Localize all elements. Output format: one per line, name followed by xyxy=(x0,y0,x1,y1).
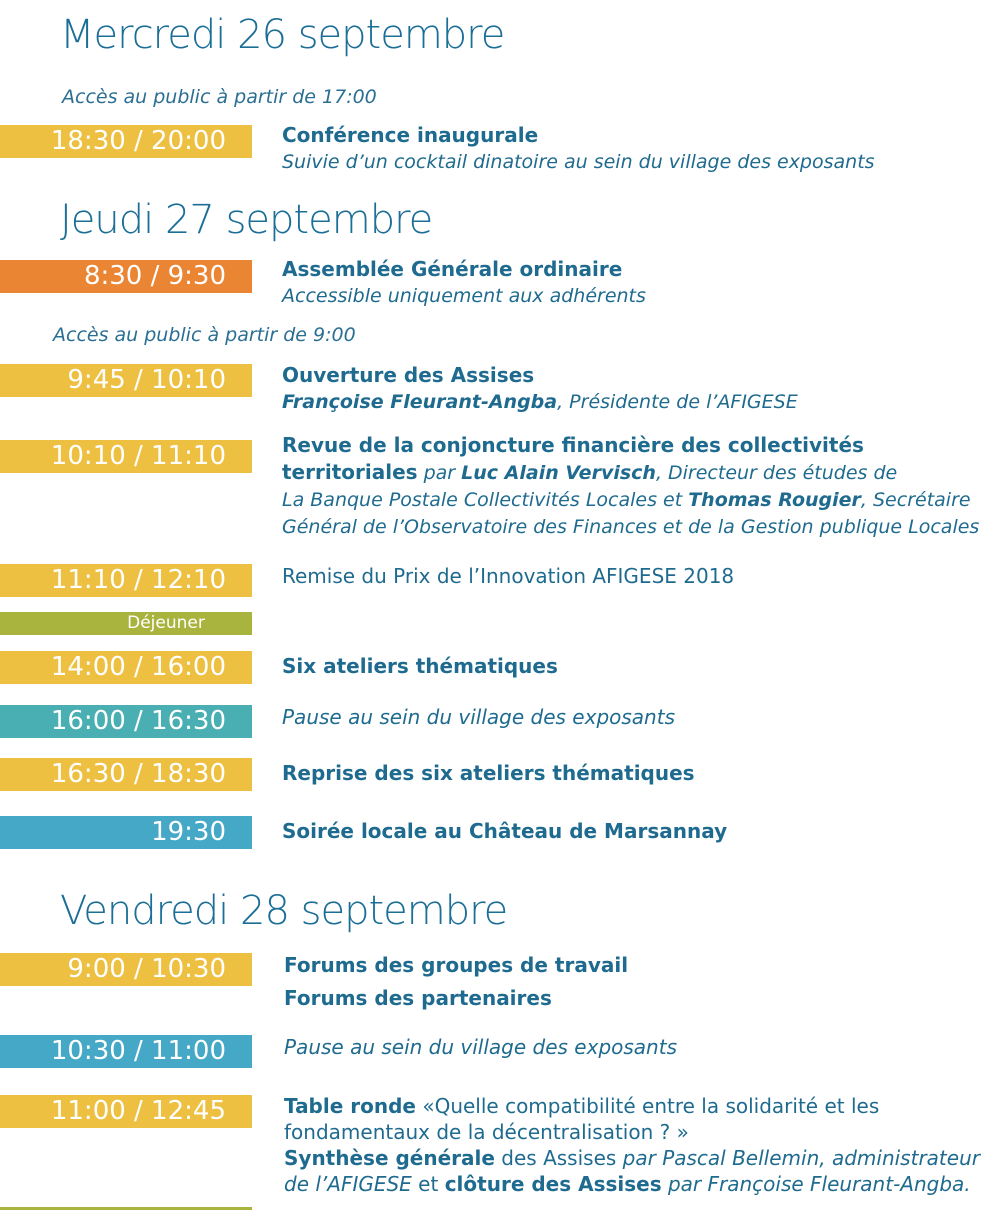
time-slot: 19:30 xyxy=(0,816,252,849)
event-title: Ouverture des Assises xyxy=(282,363,535,387)
event-title: clôture des Assises xyxy=(444,1172,662,1196)
day-heading-thursday: Jeudi 27 septembre xyxy=(60,197,433,243)
event-title: Forums des groupes de travail xyxy=(284,953,629,977)
event-title: Synthèse générale xyxy=(284,1146,495,1170)
event-entry: Revue de la conjoncture financière des collectivités territoriales par Luc Alain Vervisch, Directeur des études de La Banque Postale Collectivités Locales et Thomas Rougier, Secrétaire Général de l’Observatoire des Finances et de la Gestion publique Locales xyxy=(282,433,980,538)
event-subtitle: Accessible uniquement aux adhérents xyxy=(282,285,646,307)
event-entry xyxy=(284,1034,677,1061)
event-entry xyxy=(282,653,558,680)
day-heading-wednesday: Mercredi 26 septembre xyxy=(60,12,505,58)
speaker-role: , Présidente de l’AFIGESE xyxy=(557,391,798,413)
event-title: Reprise des six ateliers thématiques xyxy=(282,761,695,785)
event-entry xyxy=(282,563,734,590)
time-slot: 18:30 / 20:00 xyxy=(0,125,252,158)
event-entry xyxy=(282,818,727,845)
event-title: Table ronde xyxy=(284,1094,416,1118)
event-title: Remise du Prix de l’Innovation AFIGESE 2018 xyxy=(282,564,735,588)
public-access-note: Accès au public à partir de 17:00 xyxy=(62,86,377,108)
event-title: Pause au sein du village des exposants xyxy=(282,705,675,729)
event-entry xyxy=(284,949,628,1015)
lunch-bar: Déjeuner xyxy=(0,612,252,635)
time-slot: 11:00 / 12:45 xyxy=(0,1095,252,1128)
time-slot: 10:10 / 11:10 xyxy=(0,440,252,473)
time-slot: 9:45 / 10:10 xyxy=(0,364,252,397)
public-access-note: Accès au public à partir de 9:00 xyxy=(53,324,356,346)
event-entry xyxy=(282,256,646,310)
event-entry xyxy=(282,760,695,787)
event-title: Conférence inaugurale xyxy=(282,123,539,147)
time-slot: 10:30 / 11:00 xyxy=(0,1035,252,1068)
event-entry xyxy=(282,704,675,731)
event-title: Revue de la conjoncture financière des collectivités xyxy=(282,433,864,457)
event-subtitle: Suivie d’un cocktail dinatoire au sein du village des exposants xyxy=(282,151,875,173)
event-title: Six ateliers thématiques xyxy=(282,654,558,678)
event-title: Assemblée Générale ordinaire xyxy=(282,257,623,281)
time-slot: 14:00 / 16:00 xyxy=(0,651,252,684)
event-entry xyxy=(282,122,875,176)
time-slot: 16:00 / 16:30 xyxy=(0,705,252,738)
speaker-name: Thomas Rougier xyxy=(688,489,861,511)
event-entry: Table ronde «Quelle compatibilité entre la solidarité et les fondamentaux de la décentralisation ? » Synthèse générale des Assises par Pascal Bellemin, administrateur de l’AFIGESE et clôture des Assises par Françoise Fleurant-Angba. xyxy=(284,1094,980,1196)
event-title-cont: territoriales xyxy=(282,460,418,484)
speaker-name: Françoise Fleurant-Angba xyxy=(282,391,558,413)
speaker-name: Luc Alain Vervisch xyxy=(461,462,656,484)
event-title: Pause au sein du village des exposants xyxy=(284,1035,677,1059)
event-title: Forums des partenaires xyxy=(284,986,552,1010)
event-title: Soirée locale au Château de Marsannay xyxy=(282,819,728,843)
time-slot: 9:00 / 10:30 xyxy=(0,953,252,986)
time-slot: 8:30 / 9:30 xyxy=(0,260,252,293)
time-slot: 16:30 / 18:30 xyxy=(0,758,252,791)
time-slot: 11:10 / 12:10 xyxy=(0,564,252,597)
day-heading-friday: Vendredi 28 septembre xyxy=(60,888,508,934)
event-entry xyxy=(282,362,798,416)
